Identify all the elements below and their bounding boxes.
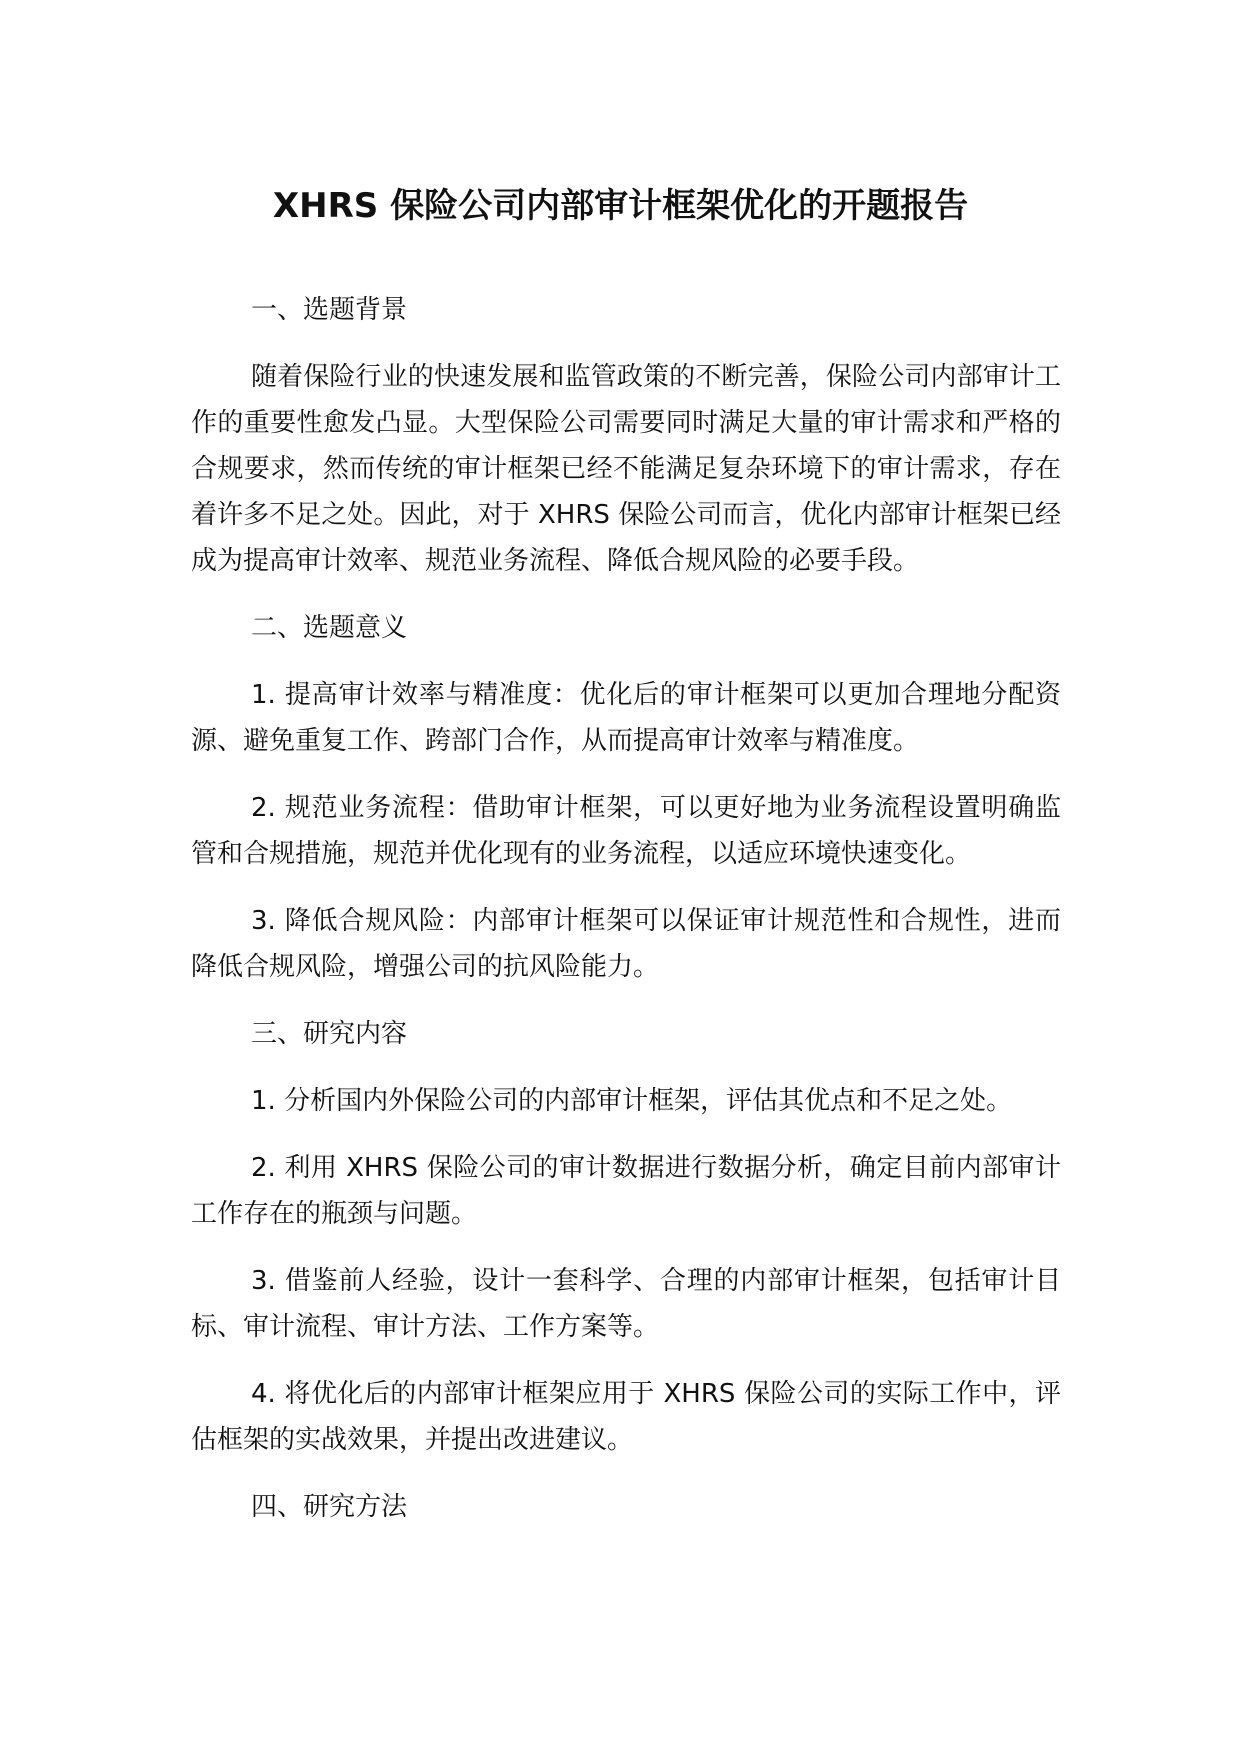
document-title: XHRS 保险公司内部审计框架优化的开题报告 [272, 186, 969, 226]
section-heading: 二、选题意义 [251, 613, 408, 643]
paragraph: 随着保险行业的快速发展和监管政策的不断完善，保险公司内部审计工作的重要性愈发凸显。大型保险公司需要同时满足大量的审计需求和严格的合规要求，然而传统的审计框架已经不能满足复杂环境下的审计需求，存在着许多不足之处。因此，对于 XHRS 保险公司而言，优化内部审计框架已经成为提高审计效率、规范业务流程、降低合规风险的必要手段。 [191, 362, 1061, 576]
list-item: 1. 提高审计效率与精准度：优化后的审计框架可以更加合理地分配资源、避免重复工作、跨部门合作，从而提高审计效率与精准度。 [191, 680, 1061, 756]
section-research-content [191, 1011, 1061, 1463]
section-background [191, 287, 1061, 584]
section-significance [191, 605, 1061, 990]
list-item: 1. 分析国内外保险公司的内部审计框架，评估其优点和不足之处。 [251, 1086, 1013, 1116]
section-heading: 一、选题背景 [251, 295, 408, 325]
list-item: 4. 将优化后的内部审计框架应用于 XHRS 保险公司的实际工作中，评估框架的实战效果，并提出改进建议。 [191, 1379, 1061, 1455]
section-heading: 四、研究方法 [251, 1492, 408, 1522]
list-item: 2. 利用 XHRS 保险公司的审计数据进行数据分析，确定目前内部审计工作存在的瓶颈与问题。 [191, 1153, 1061, 1229]
list-item: 3. 降低合规风险：内部审计框架可以保证审计规范性和合规性，进而降低合规风险，增强公司的抗风险能力。 [191, 906, 1061, 982]
section-research-methods [191, 1484, 1061, 1530]
list-item: 3. 借鉴前人经验，设计一套科学、合理的内部审计框架，包括审计目标、审计流程、审计方法、工作方案等。 [191, 1266, 1061, 1342]
document-body [191, 287, 1061, 1551]
list-item: 2. 规范业务流程：借助审计框架，可以更好地为业务流程设置明确监管和合规措施，规范并优化现有的业务流程，以适应环境快速变化。 [191, 793, 1061, 869]
section-heading: 三、研究内容 [251, 1019, 408, 1049]
